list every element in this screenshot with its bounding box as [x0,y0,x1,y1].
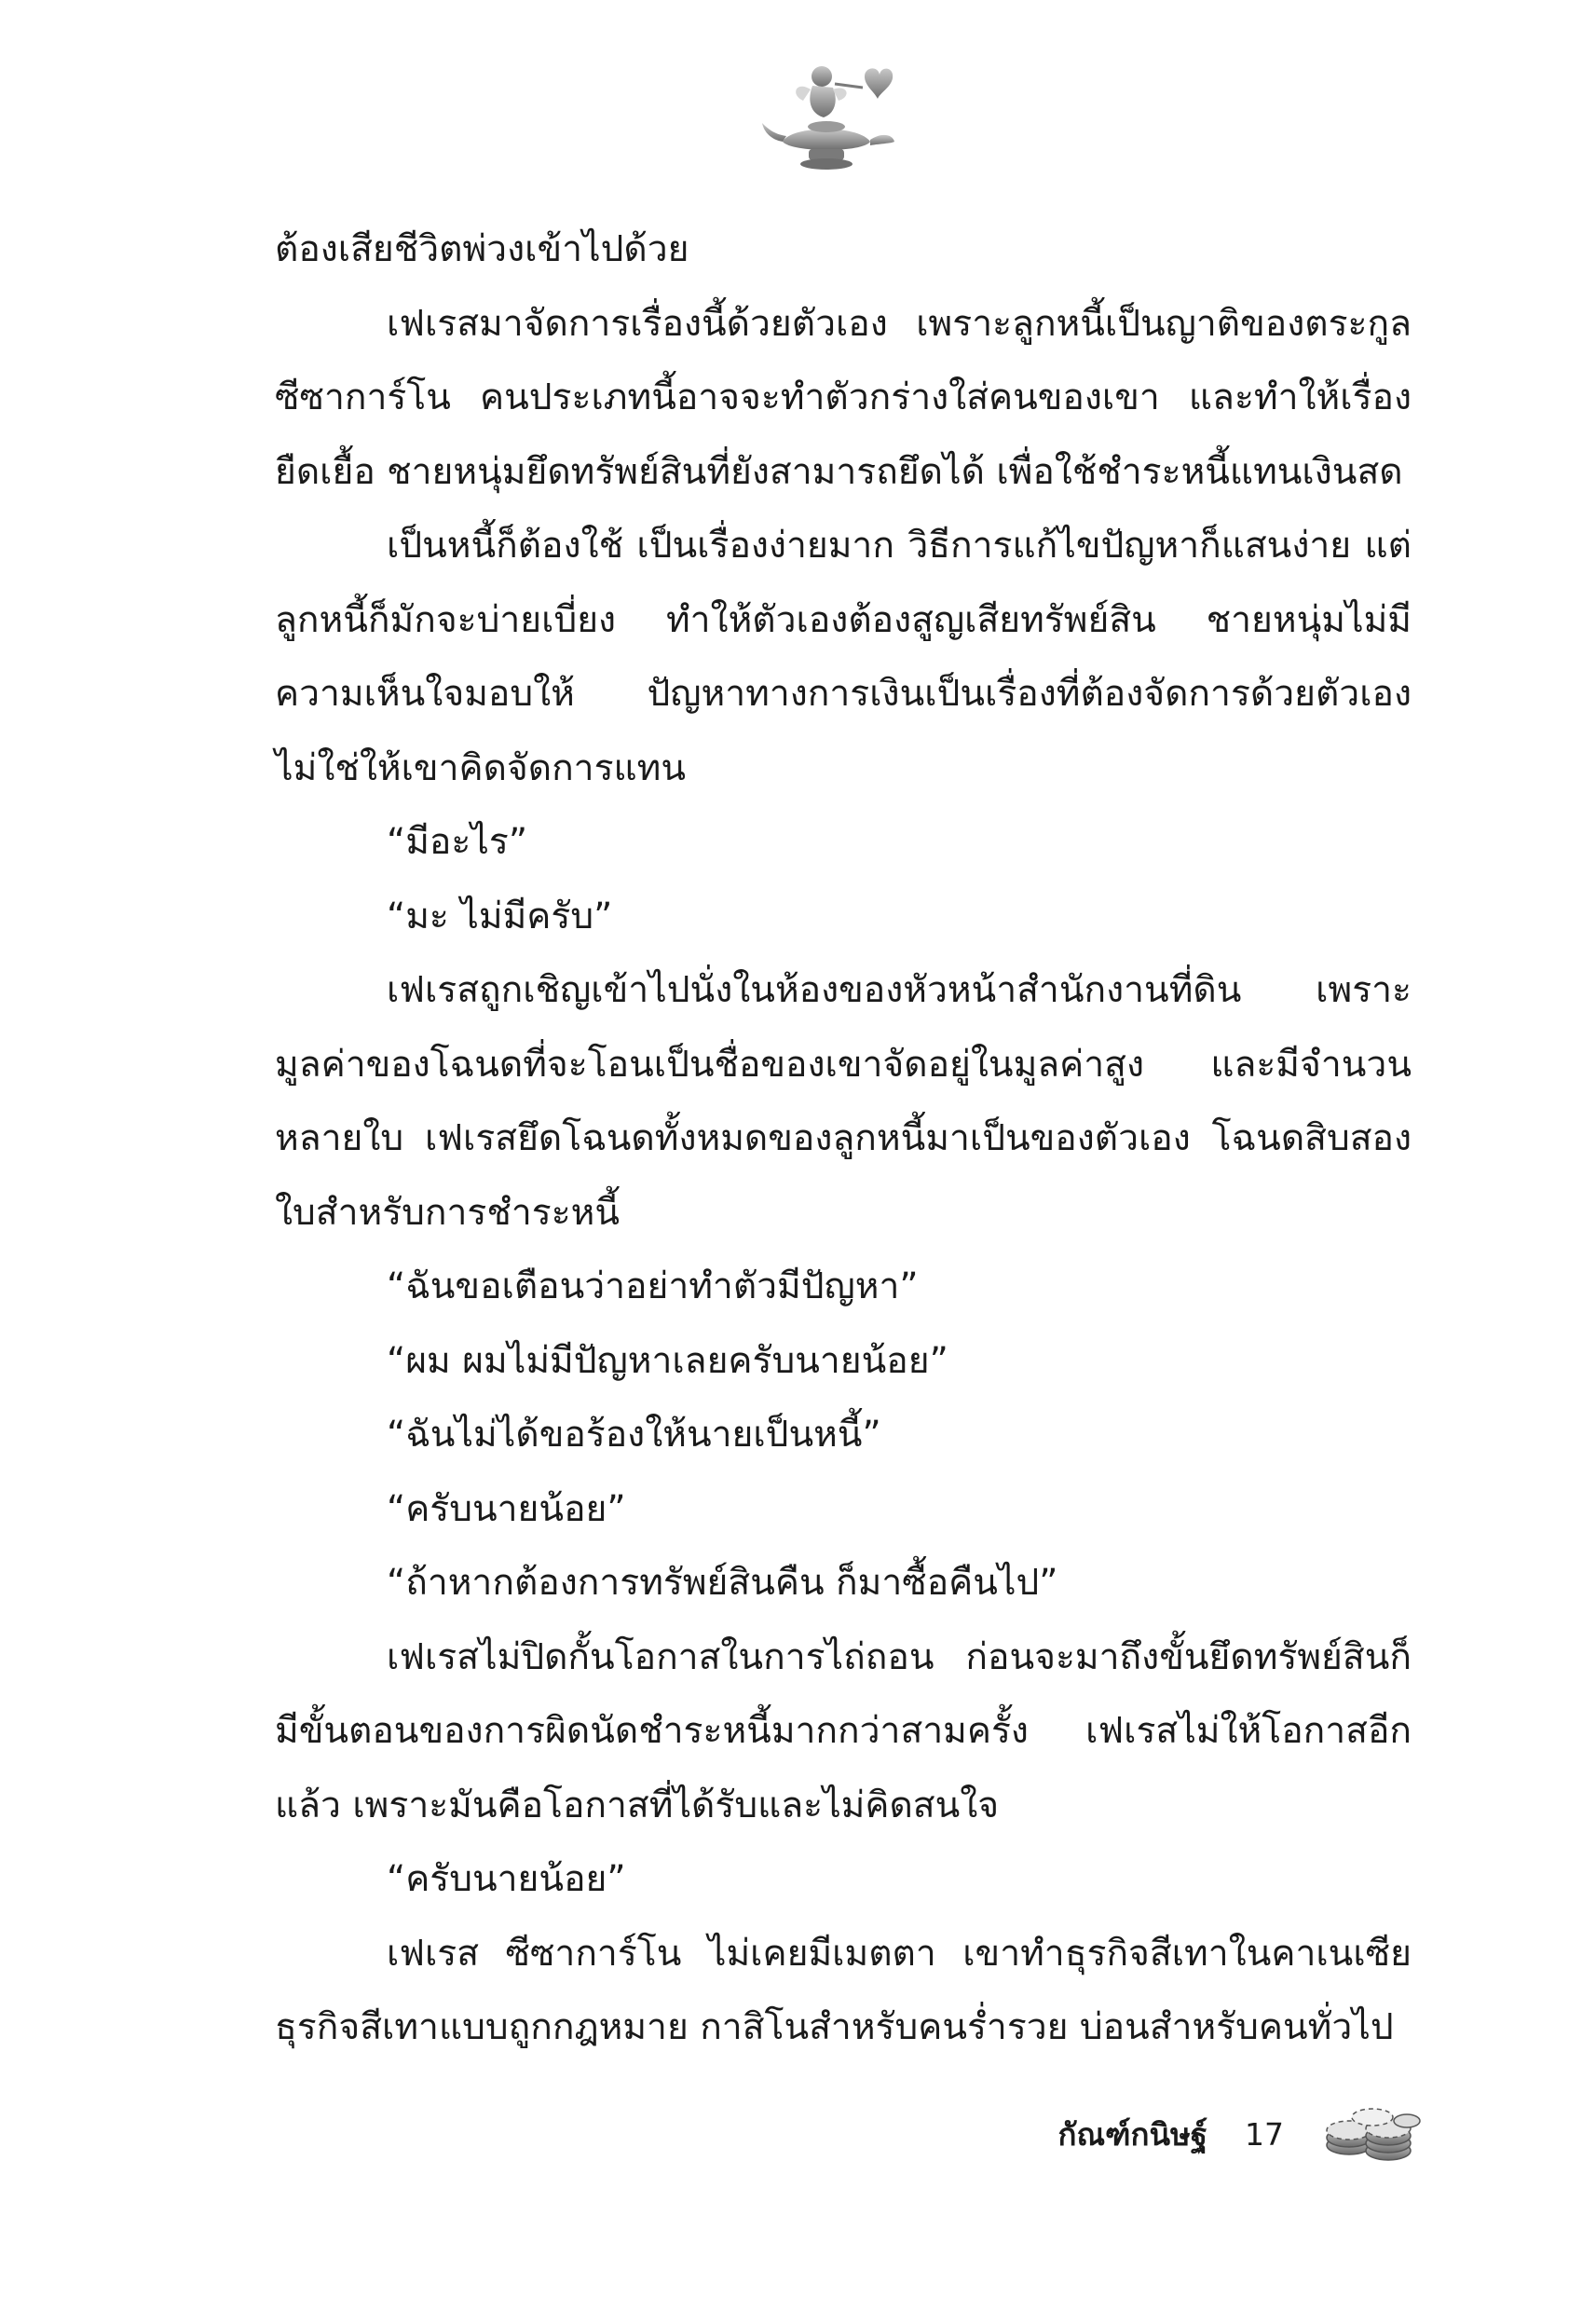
paragraph: เฟเรส ซีซาการ์โน ไม่เคยมีเมตตา เขาทำธุรกิจสีเทาในคาเนเซียธุรกิจสีเทาแบบถูกกฎหมาย กาสิโนสำหรับคนร่ำรวย บ่อนสำหรับคนทั่วไป [275,1932,1412,2048]
dialogue-line: “ครับนายน้อย” [387,1487,626,1530]
book-title: กัณฑ์กนิษฐ์ [1057,2115,1207,2153]
dialogue-line: “ถ้าหากต้องการทรัพย์สินคืน ก็มาซื้อคืนไป” [387,1562,1058,1604]
dialogue-line: “มะ ไม่มีครับ” [387,895,613,937]
paragraph: เฟเรสถูกเชิญเข้าไปนั่งในห้องของหัวหน้าสำนักงานที่ดิน เพราะมูลค่าของโฉนดที่จะโอนเป็นชื่อของเขาจัดอยู่ในมูลค่าสูง และมีจำนวนหลายใบ เฟเรสยึดโฉนดทั้งหมดของลูกหนี้มาเป็นของตัวเอง โฉนดสิบสองใบสำหรับการชำระหนี้ [275,969,1412,1234]
page-number: 17 [1245,2115,1284,2153]
dialogue-line: “ฉันขอเตือนว่าอย่าทำตัวมีปัญหา” [387,1265,919,1307]
casino-chips-icon [1321,2097,1424,2171]
page-footer [1058,2092,1425,2176]
paragraph: ต้องเสียชีวิตพ่วงเข้าไปด้วย [275,228,689,270]
dialogue-line: “มีอะไร” [387,821,528,863]
paragraph: เฟเรสไม่ปิดกั้นโอกาสในการไถ่ถอน ก่อนจะมาถึงขั้นยึดทรัพย์สินก็มีขั้นตอนของการผิดนัดชำระหนี้มากกว่าสามครั้ง เฟเรสไม่ให้โอกาสอีกแล้ว เพราะมันคือโอกาสที่ได้รับและไม่คิดสนใจ [275,1635,1412,1826]
dialogue-line: “ครับนายน้อย” [387,1858,626,1900]
page-body [275,212,1412,2065]
paragraph: เฟเรสมาจัดการเรื่องนี้ด้วยตัวเอง เพราะลูกหนี้เป็นญาติของตระกูล ซีซาการ์โน คนประเภทนี้อาจจะทำตัวกร่างใส่คนของเขา และทำให้เรื่องยืดเยื้อ ชายหนุ่มยึดทรัพย์สินที่ยังสามารถยึดได้ เพื่อใช้ชำระหนี้แทนเงินสด [275,302,1412,493]
cupid-teapot-ornament-icon [755,56,904,177]
dialogue-line: “ผม ผมไม่มีปัญหาเลยครับนายน้อย” [387,1339,948,1382]
paragraph: เป็นหนี้ก็ต้องใช้ เป็นเรื่องง่ายมาก วิธีการแก้ไขปัญหาก็แสนง่าย แต่ลูกหนี้ก็มักจะบ่ายเบี่ยง ทำให้ตัวเองต้องสูญเสียทรัพย์สิน ชายหนุ่มไม่มีความเห็นใจมอบให้ ปัญหาทางการเงินเป็นเรื่องที่ต้องจัดการด้วยตัวเอง ไม่ใช่ให้เขาคิดจัดการแทน [275,525,1412,789]
dialogue-line: “ฉันไม่ได้ขอร้องให้นายเป็นหนี้” [387,1414,881,1456]
